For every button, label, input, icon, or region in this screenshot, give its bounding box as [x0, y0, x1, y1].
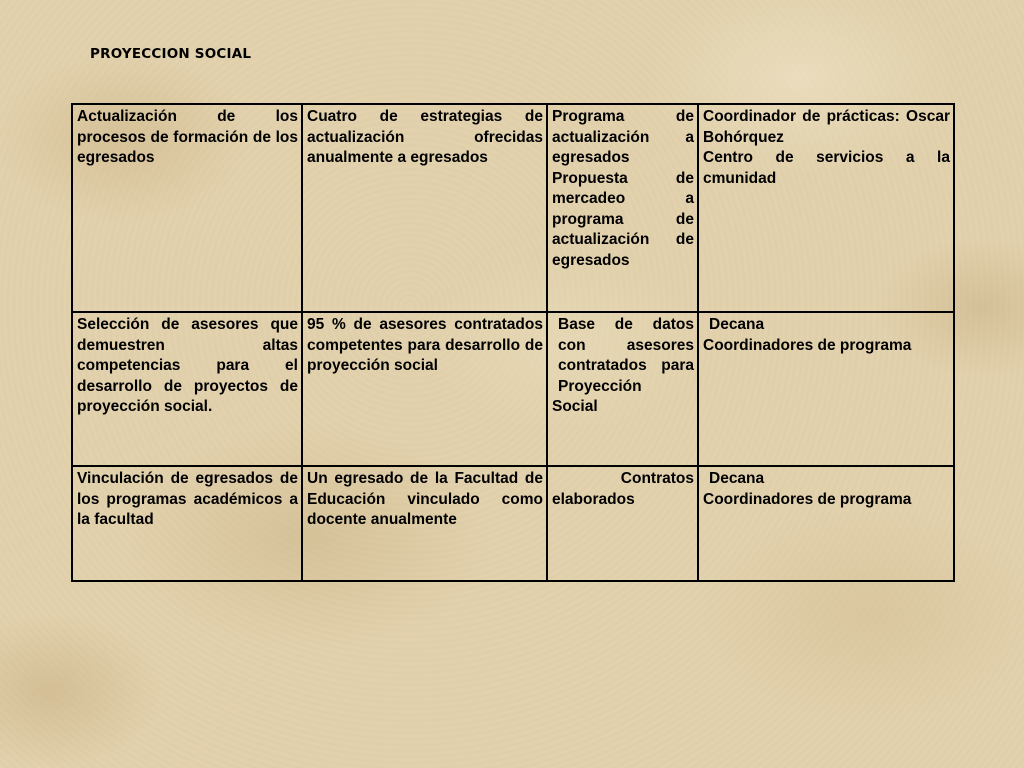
responsible-text: Coordinador de prácticas: Oscar Bohórquez [703, 108, 950, 146]
indicator-cell [302, 104, 547, 312]
activity-cell [72, 312, 302, 466]
social-projection-table [71, 103, 955, 582]
table-row [72, 466, 954, 581]
indicator-text: Cuatro de estrategias de actualización ofrecidas anualmente a egresados [307, 108, 543, 166]
responsible-cell [698, 312, 954, 466]
evidence-text-secondary: Propuesta de mercadeo a programa de actualización de egresados [552, 169, 694, 269]
evidence-text-secondary: Social [552, 398, 598, 415]
responsible-cell [698, 466, 954, 581]
responsible-text: Decana [709, 316, 765, 333]
activity-text: Actualización de los procesos de formación de los egresados [77, 108, 298, 166]
evidence-text: Contratos [620, 470, 694, 487]
indicator-text: Un egresado de la Facultad de Educación vinculado como docente anualmente [307, 470, 543, 528]
table-row [72, 104, 954, 312]
responsible-text: Decana [709, 470, 765, 487]
responsible-cell [698, 104, 954, 312]
indicator-cell [302, 466, 547, 581]
activity-cell [72, 466, 302, 581]
responsible-text-secondary: Coordinadores de programa [703, 336, 912, 354]
activity-cell [72, 104, 302, 312]
table-row [72, 312, 954, 466]
evidence-text: Programa de actualización a egresados [552, 108, 694, 166]
evidence-cell [547, 104, 698, 312]
indicator-cell [302, 312, 547, 466]
page-title: PROYECCION SOCIAL [90, 46, 252, 62]
indicator-text: 95 % de asesores contratados competentes para desarrollo de proyección social [307, 316, 543, 374]
responsible-text-secondary: Coordinadores de programa [703, 490, 912, 508]
activity-text: Vinculación de egresados de los programas académicos a la facultad [77, 470, 298, 528]
activity-text: Selección de asesores que demuestren altas competencias para el desarrollo de proyectos de proyección social. [77, 316, 298, 415]
evidence-cell [547, 312, 698, 466]
responsible-text-secondary: Centro de servicios a la cmunidad [703, 149, 950, 187]
evidence-text-secondary: elaborados [552, 490, 635, 508]
evidence-text: Base de datos con asesores contratados para Proyección [558, 316, 694, 395]
evidence-cell [547, 466, 698, 581]
